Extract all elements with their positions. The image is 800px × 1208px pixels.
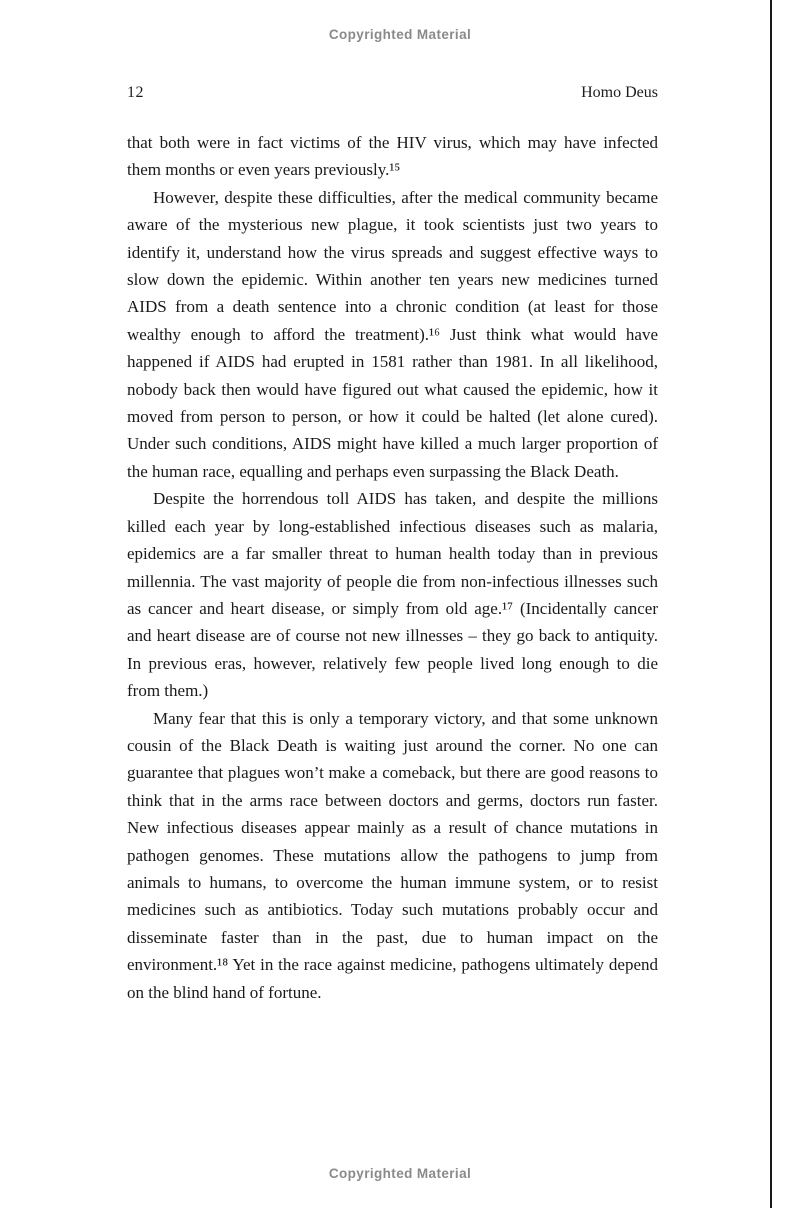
paragraph: However, despite these difficulties, after the medical community became aware of the mysterious new plague, it took scientists just two years to identify it, understand how the virus spreads and suggest effective ways to slow down the epidemic. Within another ten years new medicines turned AIDS from a death sentence into a chronic condition (at least for those wealthy enough to afford the treatment).¹⁶ Just think what would have happened if AIDS had erupted in 1581 rather than 1981. In all likelihood, nobody back then would have figured out what caused the epidemic, how it moved from person to person, or how it could be halted (let alone cured). Under such conditions, AIDS might have killed a much larger proportion of the human race, equalling and perhaps even surpassing the Black Death. <box>127 187 658 481</box>
paragraph: Despite the horrendous toll AIDS has taken, and despite the millions killed each year by long-established infectious diseases such as malaria, epidemics are a far smaller threat to human health today than in previous millennia. The vast majority of people die from non-infectious illnesses such as cancer and heart disease, or simply from old age.¹⁷ (Incidentally cancer and heart disease are of course not new illnesses – they go back to antiquity. In previous eras, however, relatively few people lived long enough to die from them.) <box>127 489 658 701</box>
page-edge-line <box>770 0 772 1208</box>
copyright-notice-top: Copyrighted Material <box>328 27 472 42</box>
page-number: 12 <box>127 84 144 101</box>
page-header <box>127 84 658 102</box>
running-title: Homo Deus <box>581 84 658 101</box>
body-text <box>127 129 658 1006</box>
paragraph: that both were in fact victims of the HIV virus, which may have infected them months or even years previously.¹⁵ <box>127 133 658 180</box>
paragraph: Many fear that this is only a temporary victory, and that some unknown cousin of the Black Death is waiting just around the corner. No one can guarantee that plagues won’t make a comeback, but there are good reasons to think that in the arms race between doctors and germs, doctors run faster. New infectious diseases appear mainly as a result of chance mutations in pathogen genomes. These mutations allow the pathogens to jump from animals to humans, to overcome the human immune system, or to resist medicines such as antibiotics. Today such mutations probably occur and disseminate faster than in the past, due to human impact on the environment.¹⁸ Yet in the race against medicine, pathogens ultimately depend on the blind hand of fortune. <box>127 708 658 1002</box>
copyright-notice-bottom: Copyrighted Material <box>328 1166 472 1181</box>
